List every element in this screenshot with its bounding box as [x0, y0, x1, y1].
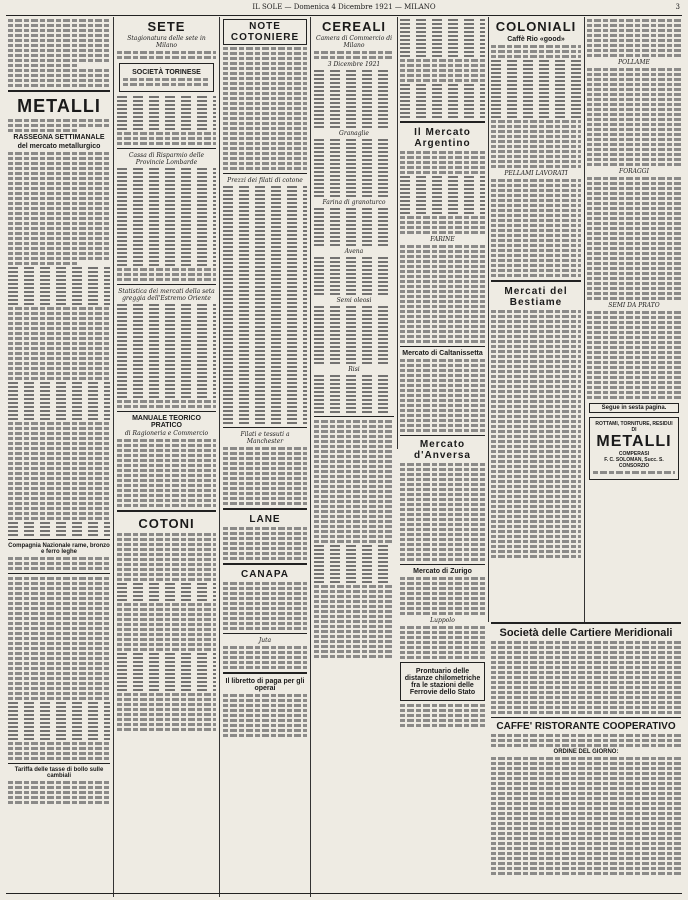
cereali-date: 3 Dicembre 1921	[327, 61, 381, 68]
heading-granaglie: Granaglie	[339, 130, 369, 137]
page-number: 3	[675, 3, 680, 11]
ad-metalli-sub: COMPERASI	[618, 451, 650, 457]
ad-cartiere-meridionali: Società delle Cartiere Meridionali	[499, 627, 673, 639]
heading-manuale-sub: di Ragioneria e Commercio	[124, 430, 209, 437]
heading-statistica: Statistica dei mercati della seta greggia dell'Estremo Oriente	[118, 288, 215, 302]
heading-pellami: PELLAMI LAVORATI	[504, 170, 568, 177]
heading-caltanissetta: Mercato di Caltanissetta	[402, 350, 483, 357]
ad-compagnia-nazionale: Compagnia Nazionale rame, bronzo e ferro leghe	[8, 543, 110, 555]
heading-societa-torinese: SOCIETÀ TORINESE	[132, 69, 201, 76]
heading-cassa-risparmio: Cassa di Risparmio delle Provincie Lombarde	[128, 152, 205, 166]
column-metalli	[8, 17, 110, 893]
section-title-note-cotoniere: NOTE COTONIERE	[223, 19, 307, 45]
heading-semi-prato: SEMI DA PRATO	[608, 302, 660, 309]
heading-prontuario: Prontuario delle distanze chilometriche fra le stazioni delle Ferrovie dello Stato	[404, 668, 481, 696]
ad-metalli-name: F. C. SOLOMAN, Succ. S. CONSORZIO	[604, 457, 664, 469]
heading-mercato-metallurgico: del mercato metallurgico	[17, 143, 101, 150]
column-rule	[219, 17, 220, 897]
heading-anversa: Mercato d'Anversa	[414, 439, 471, 461]
heading-luppolo: Luppolo	[430, 617, 455, 624]
column-mercato-argentino	[400, 17, 485, 893]
section-title-canapa: CANAPA	[240, 569, 290, 580]
ad-tariffa-bollo: Tariffa delle tasse di bollo sulle cambiali	[14, 767, 104, 779]
ads-bottom	[491, 622, 681, 894]
heading-manuale: MANUALE TEORICO PRATICO	[132, 415, 201, 429]
section-title-metalli: METALLI	[17, 96, 101, 116]
ad-metalli-top: ROTTAMI, TORNITURE, RESIDUI DI	[595, 421, 673, 433]
ad-metalli-title: METALLI	[596, 433, 672, 450]
heading-farina: Farina di granoturco	[322, 199, 386, 206]
section-title-coloniali: COLONIALI	[495, 19, 577, 34]
running-head-title: IL SOLE — Domenica 4 Dicembre 1921 — MILANO	[252, 3, 436, 11]
ad-caffe-ristorante: CAFFE' RISTORANTE COOPERATIVO	[496, 721, 676, 732]
heading-caffe-rio: Caffè Rio «good»	[507, 36, 565, 43]
column-note-cotoniere	[223, 17, 307, 893]
column-rule	[397, 17, 398, 449]
heading-prezzi-filati: Prezzi dei filati di cotone	[227, 177, 303, 184]
section-title-cotoni: COTONI	[138, 516, 195, 531]
heading-farine: FARINE	[430, 236, 455, 243]
column-pollame	[587, 17, 681, 617]
section-title-sete: SETE	[147, 19, 186, 34]
heading-juta: Juta	[258, 637, 272, 644]
heading-filati-manchester: Filati e tessuti a Manchester	[240, 431, 290, 445]
heading-libretto-paga: Il libretto di paga per gli operai	[225, 678, 305, 692]
top-rule	[6, 15, 682, 16]
heading-rassegna: RASSEGNA SETTIMANALE	[13, 134, 105, 141]
section-title-lane: LANE	[249, 514, 281, 525]
heading-stagionatura: Stagionatura delle sete in Milano	[127, 35, 206, 49]
section-title-cereali: CEREALI	[321, 19, 387, 34]
column-rule	[488, 17, 489, 622]
heading-camera-commercio: Camera di Commercio di Milano	[316, 35, 392, 49]
column-rule	[584, 17, 585, 622]
column-rule	[310, 17, 311, 897]
heading-bestiame: Mercati del Bestiame	[504, 286, 568, 308]
heading-risi: Risi	[348, 366, 360, 373]
running-head	[0, 0, 688, 14]
bottom-rule	[6, 893, 682, 894]
heading-zurigo: Mercato di Zurigo	[413, 568, 472, 575]
column-cereali	[314, 17, 394, 893]
ordine-del-giorno: ORDINE DEL GIORNO:	[553, 749, 619, 755]
heading-pollame: POLLAME	[618, 59, 650, 66]
heading-avena: Avena	[344, 248, 364, 255]
heading-semi-oleosi: Semi oleosi	[336, 297, 372, 304]
column-coloniali	[491, 17, 581, 617]
heading-foraggi: FORAGGI	[619, 168, 649, 175]
column-sete	[117, 17, 216, 893]
segue-sesta-pagina: Segue in sesta pagina.	[601, 405, 667, 411]
column-rule	[113, 17, 114, 897]
section-title-mercato-argentino: Il Mercato Argentino	[414, 127, 471, 149]
